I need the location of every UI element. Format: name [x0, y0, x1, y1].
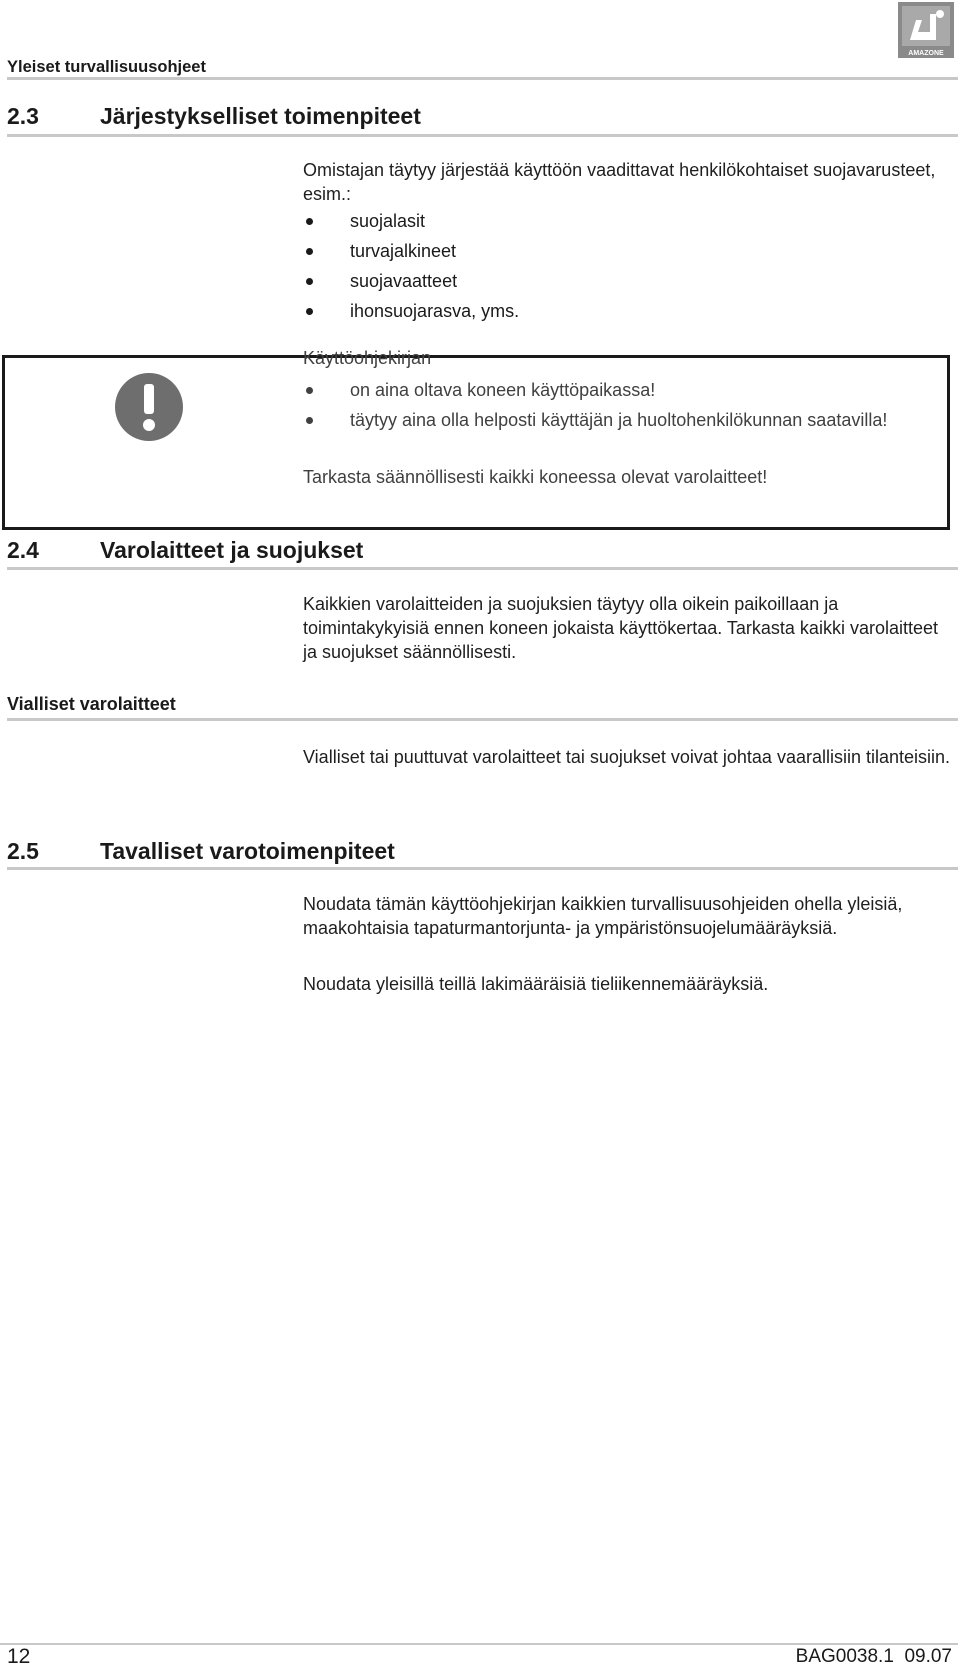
body-paragraph: Noudata tämän käyttöohjekirjan kaikkien turvallisuusohjeiden ohella yleisiä, maakohtaisia tapaturmantorjunta- ja ympäristönsuojelumääräyksiä. [303, 894, 903, 938]
equipment-list [303, 209, 953, 323]
list-item: täytyy aina olla helposti käyttäjän ja huoltohenkilökunnan saatavilla! [303, 408, 953, 432]
running-title: Yleiset turvallisuusohjeet [7, 58, 206, 76]
bullet-icon [306, 278, 313, 285]
body-paragraph: Noudata yleisillä teillä lakimääräisiä tieliikennemääräyksiä. [303, 974, 769, 994]
list-item: suojalasit [303, 209, 953, 233]
header-rule [7, 77, 958, 80]
note-lead: Käyttöohjekirjan [303, 348, 432, 368]
intro-paragraph: Omistajan täytyy järjestää käyttöön vaadittavat henkilökohtaiset suojavarusteet, esim.: [303, 160, 936, 204]
section-number: 2.4 [7, 537, 39, 563]
footer-rule [0, 1643, 958, 1645]
section-title: Järjestykselliset toimenpiteet [100, 103, 421, 129]
subheading: Vialliset varolaitteet [7, 694, 176, 714]
exclamation-icon [114, 372, 184, 442]
body-paragraph: Vialliset tai puuttuvat varolaitteet tai suojukset voivat johtaa vaarallisiin tilanteisiin. [303, 747, 951, 767]
amazone-logo-icon [896, 0, 956, 60]
section-heading-2-4 [7, 537, 363, 564]
list-item: suojavaatteet [303, 269, 953, 293]
bullet-icon [306, 218, 313, 225]
section-rule [7, 134, 958, 137]
logo-text: AMAZONE [908, 50, 944, 57]
body-paragraph: Kaikkien varolaitteiden ja suojuksien täytyy olla oikein paikoillaan ja toimintakykyisiä ennen koneen jokaista käyttökertaa. Tarkasta kaikki varolaitteet ja suojukset säännöllisesti. [303, 594, 938, 662]
section-rule [7, 567, 958, 570]
document-code: BAG0038.1 09.07 [795, 1646, 952, 1667]
section-title: Varolaitteet ja suojukset [100, 537, 364, 563]
bullet-icon [306, 387, 313, 394]
page-number: 12 [7, 1645, 31, 1668]
subheading-rule [7, 718, 958, 721]
section-rule [7, 867, 958, 870]
bullet-icon [306, 417, 313, 424]
section-number: 2.3 [7, 103, 39, 129]
section-title: Tavalliset varotoimenpiteet [100, 838, 395, 864]
note-list [303, 378, 953, 432]
bullet-icon [306, 308, 313, 315]
section-heading-2-3 [7, 103, 421, 130]
section-heading-2-5 [7, 838, 395, 865]
section-number: 2.5 [7, 838, 39, 864]
note-closing: Tarkasta säännöllisesti kaikki koneessa olevat varolaitteet! [303, 467, 768, 487]
list-item: on aina oltava koneen käyttöpaikassa! [303, 378, 953, 402]
bullet-icon [306, 248, 313, 255]
list-item: turvajalkineet [303, 239, 953, 263]
list-item: ihonsuojarasva, yms. [303, 299, 953, 323]
